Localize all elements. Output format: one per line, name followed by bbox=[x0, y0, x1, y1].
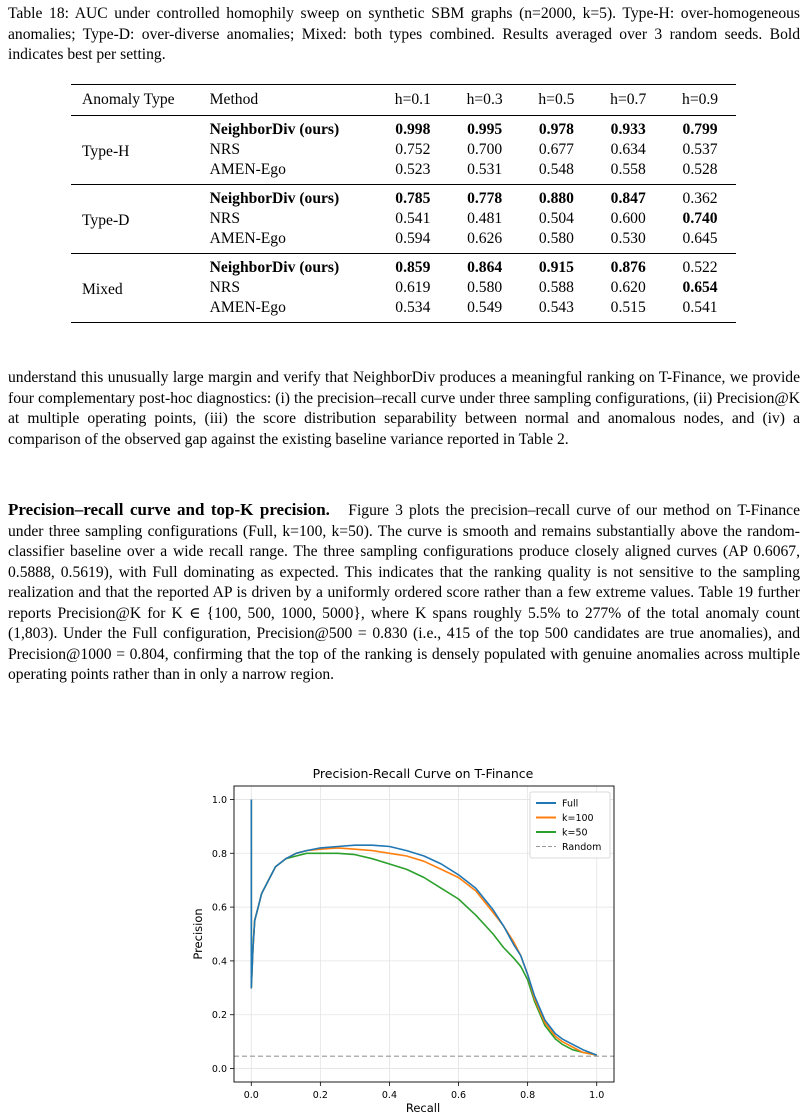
value-cell: 0.619 bbox=[395, 279, 431, 296]
anomaly-type-cell: Type-D bbox=[82, 212, 130, 229]
legend-label: Full bbox=[562, 798, 579, 810]
method-cell: AMEN-Ego bbox=[209, 299, 286, 316]
value-cell: 0.740 bbox=[682, 210, 718, 227]
y-tick-label: 1.0 bbox=[211, 794, 227, 806]
table-group-type-d bbox=[71, 185, 736, 254]
table-header bbox=[71, 85, 736, 116]
method-cell: NeighborDiv (ours) bbox=[209, 190, 340, 207]
value-cell: 0.549 bbox=[467, 299, 503, 316]
value-cell: 0.847 bbox=[610, 190, 646, 207]
method-cell: NRS bbox=[209, 141, 241, 158]
chart-title: Precision-Recall Curve on T-Finance bbox=[312, 766, 534, 781]
y-tick-label: 0.4 bbox=[211, 956, 227, 968]
legend-label: k=100 bbox=[562, 813, 594, 824]
value-cell: 0.537 bbox=[682, 141, 718, 158]
paragraph-diagnostics-text: understand this unusually large margin and verify that NeighborDiv produces a meaningful ranking on T-Finance, we provide four complementary post-hoc diagnostics: (i) the precision–recall curve under three sampling configurations, (ii) Precision@K at multiple operating points, (iii) the score distribution separability between normal and anomalous nodes, and (iv) a comparison of the observed gap against the existing baseline variance reported in Table 2. bbox=[8, 369, 800, 448]
value-cell: 0.515 bbox=[610, 299, 646, 316]
value-cell: 0.504 bbox=[538, 210, 574, 227]
value-cell: 0.998 bbox=[395, 121, 431, 138]
value-cell: 0.876 bbox=[610, 259, 646, 276]
method-cell: AMEN-Ego bbox=[209, 230, 286, 247]
value-cell: 0.620 bbox=[610, 279, 646, 296]
legend-label: Random bbox=[562, 842, 602, 853]
y-tick-label: 0.2 bbox=[211, 1010, 227, 1022]
y-axis-label: Precision bbox=[191, 908, 205, 960]
results-table bbox=[71, 84, 736, 323]
method-cell: NRS bbox=[209, 279, 241, 296]
table-group-mixed bbox=[71, 254, 736, 323]
value-cell: 0.530 bbox=[610, 230, 646, 247]
value-cell: 0.915 bbox=[538, 259, 574, 276]
value-cell: 0.522 bbox=[682, 259, 718, 276]
value-cell: 0.626 bbox=[467, 230, 503, 247]
header-h09: h=0.9 bbox=[682, 91, 719, 108]
value-cell: 0.588 bbox=[538, 279, 574, 296]
header-h05: h=0.5 bbox=[538, 91, 575, 108]
value-cell: 0.528 bbox=[682, 161, 718, 178]
value-cell: 0.543 bbox=[538, 299, 574, 316]
value-cell: 0.580 bbox=[467, 279, 503, 296]
x-tick-label: 0.4 bbox=[381, 1090, 398, 1101]
value-cell: 0.534 bbox=[395, 299, 431, 316]
value-cell: 0.864 bbox=[467, 259, 503, 276]
precision-recall-chart bbox=[180, 760, 630, 1116]
x-axis-label: Recall bbox=[405, 1101, 441, 1115]
x-tick-label: 1.0 bbox=[589, 1090, 605, 1101]
method-cell: NeighborDiv (ours) bbox=[209, 121, 340, 138]
table-caption-text: Table 18: AUC under controlled homophily sweep on synthetic SBM graphs (n=2000, k=5). Type-H: over-homogeneous anomalies; Type-D: over-diverse anomalies; Mixed: both types combined. Results averaged over 3 random seeds. Bold indicates best per setting. bbox=[8, 5, 800, 63]
table-group-type-h bbox=[71, 116, 736, 185]
header-h07: h=0.7 bbox=[610, 91, 647, 108]
paragraph-heading: Precision–recall curve and top-K precision. bbox=[8, 500, 330, 519]
table-row bbox=[71, 254, 736, 279]
table-caption bbox=[8, 4, 800, 66]
value-cell: 0.677 bbox=[538, 141, 574, 158]
value-cell: 0.548 bbox=[538, 161, 574, 178]
anomaly-type-cell: Mixed bbox=[82, 281, 123, 298]
value-cell: 0.752 bbox=[395, 141, 431, 158]
value-cell: 0.362 bbox=[682, 190, 718, 207]
value-cell: 0.634 bbox=[610, 141, 646, 158]
paragraph-precision-recall-text: Figure 3 plots the precision–recall curve of our method on T-Finance under three sampling configurations (Full, k=100, k=50). The curve is smooth and remains substantially above the random-classifier baseline over a wide recall range. The three sampling configurations produce closely aligned curves (AP 0.6067, 0.5888, 0.5619), with Full dominating as expected. This indicates that the ranking quality is not sensitive to the sampling realization and that the reported AP is driven by a uniformly ordered score rather than a few extreme values. Table 19 further reports Precision@K for K ∈ {100, 500, 1000, 5000}, where K spans roughly 5.5% to 277% of the total anomaly count (1,803). Under the Full configuration, Precision@500 = 0.830 (i.e., 415 of the top 500 candidates are true anomalies), and Precision@1000 = 0.804, confirming that the top of the ranking is densely populated with genuine anomalies across multiple operating points rather than in only a narrow region. bbox=[8, 502, 800, 683]
legend-label: k=50 bbox=[562, 827, 588, 839]
header-h01: h=0.1 bbox=[394, 91, 431, 108]
y-tick-label: 0.0 bbox=[211, 1064, 227, 1076]
value-cell: 0.880 bbox=[538, 190, 574, 207]
value-cell: 0.778 bbox=[467, 190, 503, 207]
paragraph-diagnostics bbox=[8, 368, 800, 450]
value-cell: 0.600 bbox=[610, 210, 646, 227]
header-anomaly-type: Anomaly Type bbox=[82, 91, 175, 108]
value-cell: 0.531 bbox=[467, 161, 503, 178]
x-tick-label: 0.0 bbox=[243, 1090, 259, 1101]
value-cell: 0.580 bbox=[538, 230, 574, 247]
x-tick-label: 0.8 bbox=[520, 1090, 536, 1101]
value-cell: 0.933 bbox=[610, 121, 646, 138]
method-cell: AMEN-Ego bbox=[209, 161, 286, 178]
value-cell: 0.978 bbox=[538, 121, 574, 138]
table-row bbox=[71, 116, 736, 141]
x-tick-label: 0.6 bbox=[450, 1090, 467, 1101]
value-cell: 0.645 bbox=[682, 230, 718, 247]
value-cell: 0.700 bbox=[467, 141, 503, 158]
table-row bbox=[71, 185, 736, 210]
value-cell: 0.558 bbox=[610, 161, 646, 178]
value-cell: 0.523 bbox=[395, 161, 431, 178]
anomaly-type-cell: Type-H bbox=[82, 143, 130, 160]
y-tick-label: 0.8 bbox=[211, 848, 227, 860]
method-cell: NeighborDiv (ours) bbox=[209, 259, 340, 276]
value-cell: 0.859 bbox=[395, 259, 431, 276]
y-tick-label: 0.6 bbox=[211, 902, 227, 914]
value-cell: 0.799 bbox=[682, 121, 718, 138]
value-cell: 0.481 bbox=[467, 210, 503, 227]
method-cell: NRS bbox=[209, 210, 241, 227]
header-method: Method bbox=[209, 91, 259, 108]
value-cell: 0.541 bbox=[395, 210, 431, 227]
paragraph-precision-recall bbox=[8, 500, 800, 686]
header-h03: h=0.3 bbox=[466, 91, 503, 108]
x-tick-label: 0.2 bbox=[312, 1090, 328, 1101]
value-cell: 0.785 bbox=[395, 190, 431, 207]
value-cell: 0.654 bbox=[682, 279, 718, 296]
value-cell: 0.541 bbox=[682, 299, 718, 316]
chart-legend bbox=[530, 792, 610, 858]
value-cell: 0.995 bbox=[467, 121, 503, 138]
value-cell: 0.594 bbox=[395, 230, 431, 247]
